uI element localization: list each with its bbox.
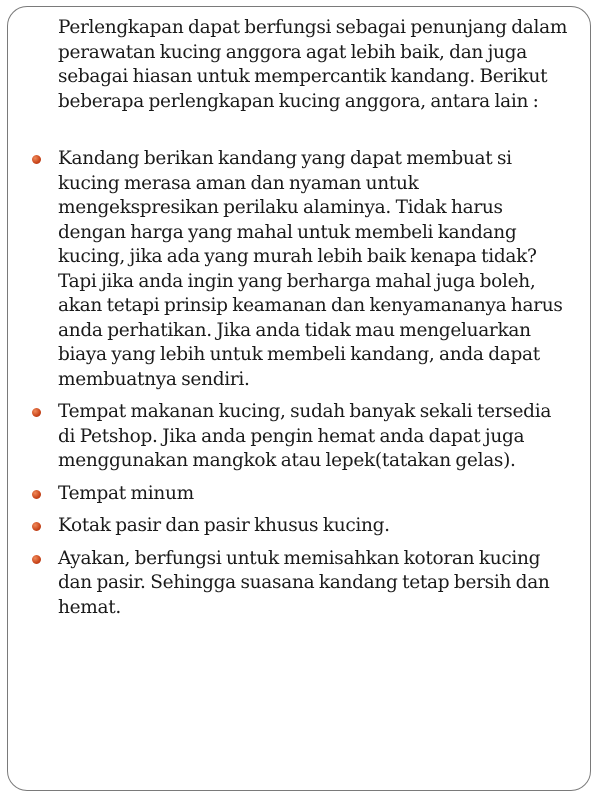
bullet-dot-icon — [32, 408, 41, 417]
bullet-text: Kandang berikan kandang yang dapat membuat si kucing merasa aman dan nyaman untuk mengekspresikan perilaku alaminya. Tidak harus dengan harga yang mahal untuk membeli kandang kucing, jika ada yang murah lebih baik kenapa tidak? Tapi jika anda ingin yang berharga mahal juga boleh, akan tetapi prinsip keamanan dan kenyamananya harus anda perhatikan. Jika anda tidak mau mengeluarkan biaya yang lebih untuk membeli kandang, anda dapat membuatnya sendiri. — [58, 148, 563, 390]
bullet-dot-icon — [32, 155, 41, 164]
bullet-item-tempat-makanan — [32, 400, 572, 474]
bullet-text: Ayakan, berfungsi untuk memisahkan kotoran kucing dan pasir. Sehingga suasana kandang tetap bersih dan hemat. — [58, 547, 550, 618]
bullet-dot-icon — [32, 555, 41, 564]
bullet-list — [32, 147, 572, 620]
bullet-dot-icon — [32, 522, 41, 531]
intro-paragraph: Perlengkapan dapat berfungsi sebagai penunjang dalam perawatan kucing anggora agat lebih baik, dan juga sebagai hiasan untuk mempercantik kandang. Berikut beberapa perlengkapan kucing anggora, antara lain : — [58, 17, 568, 112]
bullet-text: Kotak pasir dan pasir khusus kucing. — [58, 515, 390, 536]
bullet-item-ayakan — [32, 547, 572, 621]
bullet-dot-icon — [32, 490, 41, 499]
bullet-item-kotak-pasir — [32, 514, 572, 539]
bullet-item-kandang — [32, 147, 572, 392]
bullet-text: Tempat makanan kucing, sudah banyak sekali tersedia di Petshop. Jika anda pengin hemat anda dapat juga menggunakan mangkok atau lepek(tatakan gelas). — [58, 401, 552, 471]
spacer — [32, 114, 572, 147]
bullet-text: Tempat minum — [58, 482, 194, 504]
slide-content — [32, 16, 572, 628]
bullet-item-tempat-minum — [32, 482, 572, 507]
